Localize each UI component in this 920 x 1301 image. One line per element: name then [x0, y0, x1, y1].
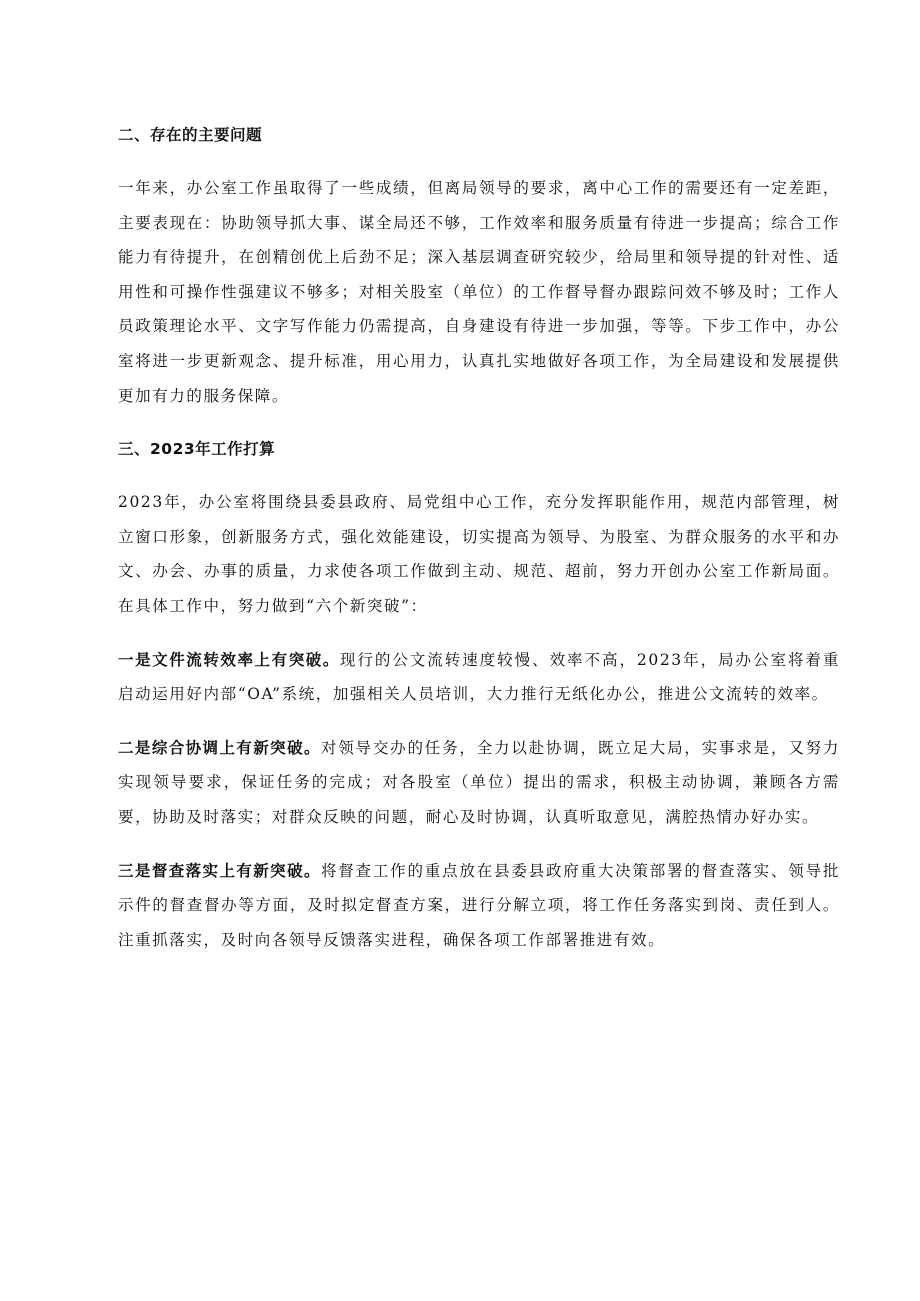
- breakthrough-2-text: 对领导交办的任务，全力以赴协调，既立足大局，实事求是，又努力实现领导要求，保证任务的完成；对各股室（单位）提出的需求，积极主动协调，兼顾各方需要，协助及时落实；对群众反映的问题，耐心及时协调，认真听取意见，满腔热情办好办实。: [118, 738, 840, 826]
- paragraph-problems: 一年来，办公室工作虽取得了一些成绩，但离局领导的要求，离中心工作的需要还有一定差距，主要表现在：协助领导抓大事、谋全局还不够，工作效率和服务质量有待进一步提高；综合工作能力有待提升，在创精创优上后劲不足；深入基层调查研究较少，给局里和领导提的针对性、适用性和可操作性强建议不够多；对相关股室（单位）的工作督导督办跟踪问效不够及时；工作人员政策理论水平、文字写作能力仍需提高，自身建设有待进一步加强，等等。下步工作中，办公室将进一步更新观念、提升标准，用心用力，认真扎实地做好各项工作，为全局建设和发展提供更加有力的服务保障。: [118, 179, 840, 405]
- breakthrough-3-lead: 三是督查落实上有新突破。: [118, 861, 321, 880]
- paragraph-breakthrough-3: [118, 854, 840, 958]
- section-heading-plan: 三、2023年工作打算: [118, 440, 276, 459]
- breakthrough-1-text: 现行的公文流转速度较慢、效率不高，2023年，局办公室将着重启动运用好内部“OA”系统，加强相关人员培训，大力推行无纸化办公，推进公文流转的效率。: [118, 650, 840, 704]
- paragraph-plan-intro: 2023年，办公室将围绕县委县政府、局党组中心工作，充分发挥职能作用，规范内部管理，树立窗口形象，创新服务方式，强化效能建设，切实提高为领导、为股室、为群众服务的水平和办文、办会、办事的质量，力求使各项工作做到主动、规范、超前，努力开创办公室工作新局面。在具体工作中，努力做到“六个新突破”：: [118, 493, 840, 615]
- document-body: [118, 118, 840, 976]
- breakthrough-3-text: 将督查工作的重点放在县委县政府重大决策部署的督查落实、领导批示件的督查督办等方面，及时拟定督查方案，进行分解立项，将工作任务落实到岗、责任到人。注重抓落实，及时向各领导反馈落实进程，确保各项工作部署推进有效。: [118, 861, 840, 949]
- breakthrough-1-lead: 一是文件流转效率上有突破。: [118, 650, 340, 669]
- paragraph-breakthrough-2: [118, 731, 840, 835]
- paragraph-breakthrough-1: [118, 643, 840, 712]
- section-heading-problems: 二、存在的主要问题: [118, 126, 263, 144]
- breakthrough-2-lead: 二是综合协调上有新突破。: [118, 738, 321, 757]
